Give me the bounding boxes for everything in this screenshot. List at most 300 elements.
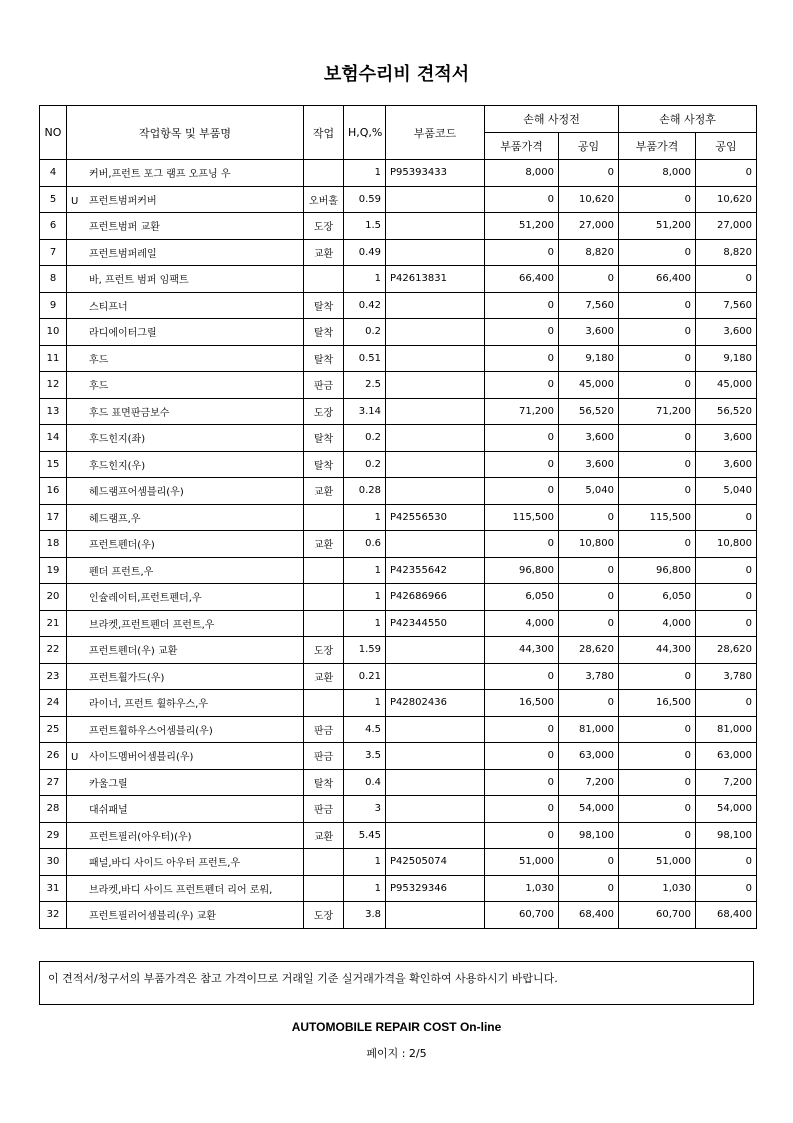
row-work: 탈착 (304, 292, 344, 319)
row-after-labor: 7,200 (696, 769, 757, 796)
row-after-labor: 3,600 (696, 319, 757, 346)
table-row (40, 451, 757, 478)
row-after-labor: 54,000 (696, 796, 757, 823)
row-work (304, 504, 344, 531)
row-name-text: 사이드멤버어셈블리(우) (89, 752, 194, 764)
row-no: 11 (40, 345, 67, 372)
row-part-code (386, 451, 485, 478)
row-name-text: 헤드램프,우 (89, 513, 141, 525)
row-no: 25 (40, 716, 67, 743)
row-after-labor: 0 (696, 266, 757, 293)
row-work: 판금 (304, 372, 344, 399)
row-work: 판금 (304, 716, 344, 743)
row-part-code (386, 186, 485, 213)
row-name-text: 후드 (89, 354, 109, 366)
row-item-name (67, 239, 304, 266)
header-after-assessment: 손해 사정후 (619, 106, 757, 133)
row-after-labor: 56,520 (696, 398, 757, 425)
row-after-labor: 7,560 (696, 292, 757, 319)
row-item-name (67, 160, 304, 187)
row-part-code (386, 716, 485, 743)
row-part-code: P42613831 (386, 266, 485, 293)
row-name-text: 스티프너 (89, 301, 128, 313)
row-before-part-price: 0 (485, 372, 559, 399)
row-item-name (67, 292, 304, 319)
row-part-code (386, 319, 485, 346)
table-row (40, 213, 757, 240)
row-hq: 1 (344, 610, 386, 637)
row-before-labor: 0 (559, 266, 619, 293)
row-name-text: 브라켓,바디 사이드 프런트펜더 리어 로워, (89, 884, 273, 896)
row-item-name (67, 451, 304, 478)
row-work: 교환 (304, 239, 344, 266)
table-row (40, 663, 757, 690)
header-item: 작업항목 및 부품명 (67, 106, 304, 160)
row-name-text: 인슐레이터,프런트펜더,우 (89, 593, 202, 605)
table-row (40, 319, 757, 346)
row-no: 24 (40, 690, 67, 717)
row-after-part-price: 6,050 (619, 584, 696, 611)
row-before-part-price: 0 (485, 451, 559, 478)
row-before-part-price: 0 (485, 292, 559, 319)
row-item-name (67, 345, 304, 372)
header-after-labor: 공임 (696, 133, 757, 160)
row-after-labor: 5,040 (696, 478, 757, 505)
row-item-name (67, 610, 304, 637)
table-row (40, 584, 757, 611)
row-before-labor: 0 (559, 584, 619, 611)
row-before-part-price: 4,000 (485, 610, 559, 637)
table-row (40, 610, 757, 637)
row-item-name (67, 716, 304, 743)
row-before-part-price: 96,800 (485, 557, 559, 584)
row-hq: 0.4 (344, 769, 386, 796)
row-no: 30 (40, 849, 67, 876)
row-after-part-price: 51,000 (619, 849, 696, 876)
row-hq: 0.51 (344, 345, 386, 372)
row-no: 10 (40, 319, 67, 346)
table-row (40, 716, 757, 743)
row-after-labor: 45,000 (696, 372, 757, 399)
row-name-text: 패널,바디 사이드 아우터 프런트,우 (89, 858, 241, 870)
row-before-part-price: 0 (485, 425, 559, 452)
row-before-labor: 10,800 (559, 531, 619, 558)
row-work: 오버홀 (304, 186, 344, 213)
row-before-labor: 28,620 (559, 637, 619, 664)
row-name-text: 프런트펜더(우) (89, 540, 155, 552)
row-work: 판금 (304, 743, 344, 770)
row-before-part-price: 0 (485, 663, 559, 690)
row-no: 26 (40, 743, 67, 770)
row-after-part-price: 0 (619, 451, 696, 478)
table-row (40, 849, 757, 876)
document-title: 보험수리비 견적서 (323, 64, 470, 85)
row-no: 28 (40, 796, 67, 823)
row-before-part-price: 60,700 (485, 902, 559, 929)
row-before-labor: 27,000 (559, 213, 619, 240)
row-before-labor: 10,620 (559, 186, 619, 213)
row-after-labor: 8,820 (696, 239, 757, 266)
row-hq: 3 (344, 796, 386, 823)
row-name-text: 헤드램프어셈블리(우) (89, 487, 184, 499)
table-row (40, 160, 757, 187)
row-after-part-price: 51,200 (619, 213, 696, 240)
row-no: 12 (40, 372, 67, 399)
row-item-name (67, 743, 304, 770)
row-part-code: P42556530 (386, 504, 485, 531)
row-hq: 0.42 (344, 292, 386, 319)
row-part-code (386, 796, 485, 823)
row-hq: 1 (344, 160, 386, 187)
row-part-code (386, 531, 485, 558)
row-work: 도장 (304, 213, 344, 240)
row-after-part-price: 0 (619, 345, 696, 372)
row-hq: 0.21 (344, 663, 386, 690)
estimate-rows (40, 160, 757, 929)
row-name-text: 프런트범퍼레일 (89, 248, 157, 260)
row-name-text: 대쉬패널 (89, 805, 128, 817)
row-before-labor: 54,000 (559, 796, 619, 823)
row-work: 판금 (304, 796, 344, 823)
row-part-code (386, 902, 485, 929)
row-name-text: 펜더 프런트,우 (89, 566, 154, 578)
row-part-code (386, 372, 485, 399)
row-before-labor: 3,780 (559, 663, 619, 690)
row-work: 탈착 (304, 769, 344, 796)
row-hq: 0.59 (344, 186, 386, 213)
row-name-text: 카울그릴 (89, 778, 128, 790)
row-item-name (67, 398, 304, 425)
row-before-labor: 0 (559, 690, 619, 717)
row-before-part-price: 0 (485, 239, 559, 266)
row-after-part-price: 0 (619, 796, 696, 823)
row-before-part-price: 0 (485, 319, 559, 346)
row-hq: 3.5 (344, 743, 386, 770)
row-no: 23 (40, 663, 67, 690)
row-before-part-price: 0 (485, 186, 559, 213)
row-hq: 4.5 (344, 716, 386, 743)
row-item-name (67, 796, 304, 823)
row-part-code: P95393433 (386, 160, 485, 187)
row-hq: 1 (344, 875, 386, 902)
row-no: 4 (40, 160, 67, 187)
row-part-code (386, 743, 485, 770)
row-part-code: P42344550 (386, 610, 485, 637)
row-name-text: 프런트범퍼커버 (89, 195, 157, 207)
row-name-text: 프런트휠가드(우) (89, 672, 165, 684)
row-after-part-price: 16,500 (619, 690, 696, 717)
row-no: 29 (40, 822, 67, 849)
row-name-text: 프런트펜더(우) 교환 (89, 646, 178, 658)
row-work (304, 690, 344, 717)
row-no: 22 (40, 637, 67, 664)
row-work (304, 160, 344, 187)
row-item-name (67, 504, 304, 531)
row-no: 32 (40, 902, 67, 929)
row-name-text: 후드힌지(좌) (89, 434, 146, 446)
row-name-text: 후드 표면판금보수 (89, 407, 170, 419)
row-before-part-price: 0 (485, 743, 559, 770)
table-row (40, 531, 757, 558)
row-after-part-price: 1,030 (619, 875, 696, 902)
row-part-code (386, 213, 485, 240)
row-hq: 1 (344, 690, 386, 717)
table-row (40, 186, 757, 213)
row-work: 탈착 (304, 345, 344, 372)
row-hq: 2.5 (344, 372, 386, 399)
row-name-text: 프런트범퍼 교환 (89, 222, 160, 234)
row-after-part-price: 0 (619, 239, 696, 266)
row-after-part-price: 0 (619, 743, 696, 770)
row-before-part-price: 16,500 (485, 690, 559, 717)
row-after-labor: 0 (696, 160, 757, 187)
row-after-labor: 0 (696, 849, 757, 876)
table-row (40, 266, 757, 293)
row-after-labor: 3,780 (696, 663, 757, 690)
row-part-code (386, 292, 485, 319)
table-row (40, 875, 757, 902)
row-item-name (67, 213, 304, 240)
row-after-part-price: 0 (619, 319, 696, 346)
row-after-part-price: 44,300 (619, 637, 696, 664)
row-hq: 1.5 (344, 213, 386, 240)
table-row (40, 769, 757, 796)
row-work: 탈착 (304, 319, 344, 346)
table-row (40, 902, 757, 929)
row-before-part-price: 51,200 (485, 213, 559, 240)
header-before-part-price: 부품가격 (485, 133, 559, 160)
row-before-part-price: 6,050 (485, 584, 559, 611)
row-before-labor: 9,180 (559, 345, 619, 372)
row-before-part-price: 0 (485, 716, 559, 743)
row-no: 17 (40, 504, 67, 531)
row-after-part-price: 0 (619, 822, 696, 849)
row-before-labor: 0 (559, 875, 619, 902)
row-before-labor: 0 (559, 160, 619, 187)
row-after-part-price: 0 (619, 292, 696, 319)
row-work (304, 557, 344, 584)
row-item-name (67, 425, 304, 452)
row-no: 19 (40, 557, 67, 584)
row-before-labor: 3,600 (559, 451, 619, 478)
row-before-labor: 0 (559, 610, 619, 637)
row-before-part-price: 0 (485, 769, 559, 796)
row-item-name (67, 584, 304, 611)
row-before-labor: 81,000 (559, 716, 619, 743)
row-after-labor: 9,180 (696, 345, 757, 372)
row-before-part-price: 0 (485, 796, 559, 823)
row-hq: 0.28 (344, 478, 386, 505)
row-after-part-price: 96,800 (619, 557, 696, 584)
row-no: 13 (40, 398, 67, 425)
header-no: NO (40, 106, 67, 160)
table-row (40, 425, 757, 452)
row-after-labor: 0 (696, 504, 757, 531)
row-work: 교환 (304, 822, 344, 849)
table-row (40, 504, 757, 531)
row-work (304, 266, 344, 293)
row-work: 도장 (304, 398, 344, 425)
row-before-labor: 3,600 (559, 425, 619, 452)
row-after-labor: 63,000 (696, 743, 757, 770)
row-name-text: 커버,프런트 포그 램프 오프닝 우 (89, 169, 231, 181)
row-name-text: 프런트필러(아우터)(우) (89, 831, 192, 843)
row-hq: 3.8 (344, 902, 386, 929)
row-before-labor: 8,820 (559, 239, 619, 266)
row-part-code (386, 398, 485, 425)
row-after-part-price: 4,000 (619, 610, 696, 637)
row-before-labor: 0 (559, 849, 619, 876)
row-no: 31 (40, 875, 67, 902)
row-work: 탈착 (304, 425, 344, 452)
row-work: 도장 (304, 902, 344, 929)
row-no: 20 (40, 584, 67, 611)
footer-brand: AUTOMOBILE REPAIR COST On-line (291, 1020, 502, 1034)
row-after-labor: 0 (696, 557, 757, 584)
table-row (40, 743, 757, 770)
row-before-labor: 98,100 (559, 822, 619, 849)
row-part-code: P42505074 (386, 849, 485, 876)
row-item-name (67, 849, 304, 876)
row-hq: 0.2 (344, 451, 386, 478)
row-item-name (67, 875, 304, 902)
header-after-part-price: 부품가격 (619, 133, 696, 160)
row-part-code: P42802436 (386, 690, 485, 717)
row-after-labor: 0 (696, 584, 757, 611)
header-work: 작업 (304, 106, 344, 160)
row-work: 교환 (304, 531, 344, 558)
row-no: 6 (40, 213, 67, 240)
row-hq: 1 (344, 584, 386, 611)
row-no: 7 (40, 239, 67, 266)
row-no: 18 (40, 531, 67, 558)
price-notice: 이 견적서/청구서의 부품가격은 참고 가격이므로 거래일 기준 실거래가격을 확인하여 사용하시기 바랍니다. (39, 961, 754, 1005)
row-before-part-price: 0 (485, 478, 559, 505)
row-hq: 1 (344, 504, 386, 531)
row-after-labor: 27,000 (696, 213, 757, 240)
header-before-labor: 공임 (559, 133, 619, 160)
page-indicator: 페이지 : 2/5 (366, 1047, 427, 1060)
row-part-code (386, 663, 485, 690)
row-no: 14 (40, 425, 67, 452)
row-hq: 3.14 (344, 398, 386, 425)
row-work: 탈착 (304, 451, 344, 478)
row-after-labor: 10,800 (696, 531, 757, 558)
row-after-part-price: 0 (619, 769, 696, 796)
row-item-name (67, 319, 304, 346)
row-item-name (67, 902, 304, 929)
row-after-labor: 0 (696, 875, 757, 902)
row-after-part-price: 60,700 (619, 902, 696, 929)
row-no: 16 (40, 478, 67, 505)
table-row (40, 557, 757, 584)
row-name-text: 후드힌지(우) (89, 460, 146, 472)
row-no: 15 (40, 451, 67, 478)
table-row (40, 239, 757, 266)
row-item-name (67, 266, 304, 293)
row-before-part-price: 0 (485, 531, 559, 558)
row-no: 21 (40, 610, 67, 637)
row-part-code (386, 769, 485, 796)
row-after-part-price: 0 (619, 372, 696, 399)
row-item-name (67, 531, 304, 558)
row-item-name (67, 690, 304, 717)
table-row (40, 796, 757, 823)
row-item-name (67, 769, 304, 796)
row-after-labor: 10,620 (696, 186, 757, 213)
row-work (304, 610, 344, 637)
row-before-part-price: 115,500 (485, 504, 559, 531)
table-row (40, 292, 757, 319)
row-name-text: 프런트필러어셈블리(우) 교환 (89, 911, 216, 923)
row-before-labor: 63,000 (559, 743, 619, 770)
row-work: 도장 (304, 637, 344, 664)
row-work (304, 875, 344, 902)
row-no: 5 (40, 186, 67, 213)
row-name-text: 브라켓,프런트펜더 프런트,우 (89, 619, 215, 631)
row-after-labor: 0 (696, 610, 757, 637)
table-row (40, 637, 757, 664)
table-row (40, 372, 757, 399)
row-work (304, 849, 344, 876)
row-mark: U (71, 195, 79, 207)
table-row (40, 822, 757, 849)
row-before-part-price: 0 (485, 345, 559, 372)
row-after-part-price: 0 (619, 425, 696, 452)
row-part-code: P42355642 (386, 557, 485, 584)
row-after-part-price: 71,200 (619, 398, 696, 425)
row-work: 교환 (304, 663, 344, 690)
row-hq: 0.49 (344, 239, 386, 266)
row-before-labor: 0 (559, 557, 619, 584)
estimate-table (39, 105, 757, 929)
row-mark: U (71, 752, 79, 764)
row-after-labor: 98,100 (696, 822, 757, 849)
row-before-labor: 56,520 (559, 398, 619, 425)
row-after-part-price: 0 (619, 186, 696, 213)
header-code: 부품코드 (386, 106, 485, 160)
row-before-labor: 7,560 (559, 292, 619, 319)
row-no: 9 (40, 292, 67, 319)
row-before-labor: 45,000 (559, 372, 619, 399)
row-before-labor: 3,600 (559, 319, 619, 346)
row-name-text: 후드 (89, 381, 109, 393)
row-work (304, 584, 344, 611)
row-before-part-price: 51,000 (485, 849, 559, 876)
row-item-name (67, 186, 304, 213)
row-before-part-price: 71,200 (485, 398, 559, 425)
table-row (40, 398, 757, 425)
row-item-name (67, 822, 304, 849)
row-after-labor: 81,000 (696, 716, 757, 743)
table-row (40, 478, 757, 505)
row-hq: 0.6 (344, 531, 386, 558)
row-name-text: 라디에이터그릴 (89, 328, 157, 340)
table-row (40, 345, 757, 372)
row-before-part-price: 1,030 (485, 875, 559, 902)
row-before-part-price: 44,300 (485, 637, 559, 664)
row-part-code (386, 425, 485, 452)
row-no: 27 (40, 769, 67, 796)
row-part-code (386, 239, 485, 266)
row-after-part-price: 115,500 (619, 504, 696, 531)
row-part-code: P42686966 (386, 584, 485, 611)
row-before-labor: 0 (559, 504, 619, 531)
row-after-part-price: 0 (619, 531, 696, 558)
row-before-part-price: 0 (485, 822, 559, 849)
row-before-labor: 68,400 (559, 902, 619, 929)
row-after-labor: 3,600 (696, 451, 757, 478)
